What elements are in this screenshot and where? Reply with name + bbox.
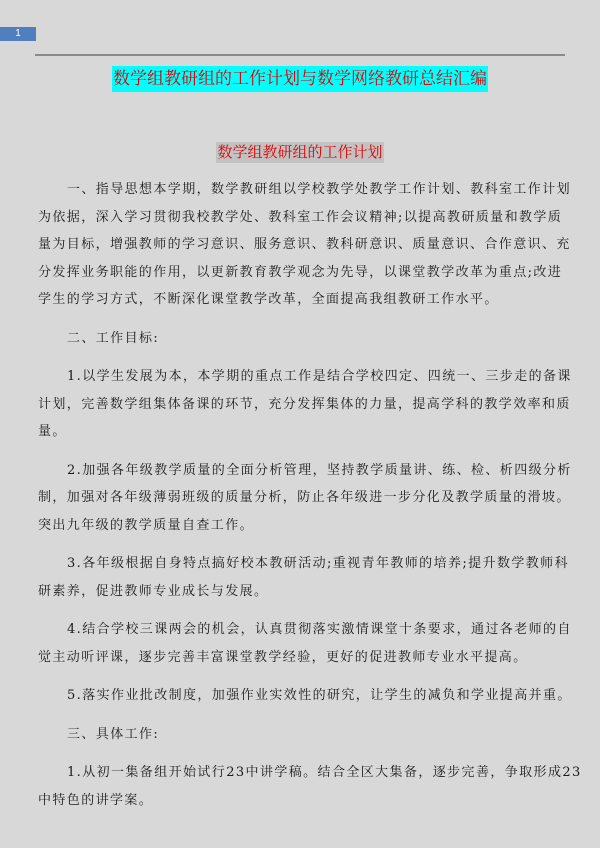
paragraph-line: 觉主动听评课，逐步完善丰富课堂教学经验，更好的促进教师专业水平提高。 xyxy=(38,649,528,665)
paragraph xyxy=(38,325,560,353)
paragraph-line: 三、具体工作: xyxy=(67,726,160,742)
page-number-badge: 1 xyxy=(0,27,36,41)
paragraph-line: 1.以学生发展为本，本学期的重点工作是结合学校四定、四统一、三步走的备课 xyxy=(67,369,572,384)
paragraph-line: 量。 xyxy=(38,424,67,439)
paragraph-line: 4.结合学校三课两会的机会，认真贯彻落实激情课堂十条要求，通过各老师的自 xyxy=(67,622,572,637)
paragraph-line: 2.加强各年级教学质量的全面分析管理，坚持教学质量讲、练、检、析四级分析 xyxy=(67,462,572,478)
paragraph xyxy=(38,457,572,540)
paragraph-line: 1.从初一集备组开始试行23中讲学稿。结合全区大集备，逐步完善，争取形成23 xyxy=(67,765,582,780)
paragraph-line: 研素养，促进教师专业成长与发展。 xyxy=(38,583,269,599)
paragraph-line: 制，加强对各年级薄弱班级的质量分析，防止各年级进一步分化及教学质量的滑坡。 xyxy=(38,490,571,505)
paragraph-line: 计划，完善数学组集体备课的环节，充分发挥集体的力量，提高学科的教学效率和质 xyxy=(38,396,571,412)
paragraph-line: 3.各年级根据自身特点搞好校本教研活动;重视青年教师的培养;提升数学教师科 xyxy=(67,556,569,571)
paragraph-line: 一、指导思想本学期，数学教研组以学校教学处教学工作计划、教科室工作计划 xyxy=(67,182,572,197)
paragraph xyxy=(38,616,572,671)
paragraph-line: 量为目标，增强教师的学习意识、服务意识、教科研意识、质量意识、合作意识、充 xyxy=(38,237,571,252)
paragraph-line: 二、工作目标: xyxy=(67,330,160,346)
paragraph xyxy=(38,363,572,446)
paragraph xyxy=(38,550,569,605)
section-heading: 数学组教研组的工作计划 xyxy=(217,143,383,161)
paragraph-line: 学生的学习方式，不断深化课堂教学改革，全面提高我组教研工作水平。 xyxy=(38,292,499,307)
paragraph-line: 突出九年级的教学质量自查工作。 xyxy=(38,517,255,533)
paragraph-line: 分发挥业务职能的作用，以更新教育教学观念为先导，以课堂教学改革为重点;改进 xyxy=(38,264,563,280)
paragraph xyxy=(38,721,560,749)
header-divider xyxy=(35,54,565,56)
paragraph xyxy=(38,176,572,314)
paragraph-line: 5.落实作业批改制度，加强作业实效性的研究，让学生的减负和学业提高并重。 xyxy=(67,688,572,703)
paragraph xyxy=(38,682,572,710)
paragraph xyxy=(38,759,582,814)
document-title: 数学组教研组的工作计划与数学网络教研总结汇编 xyxy=(112,66,488,92)
document-body xyxy=(38,176,582,825)
paragraph-line: 为依据，深入学习贯彻我校教学处、教科室工作会议精神;以提高教研质量和教学质 xyxy=(38,209,563,225)
paragraph-line: 中特色的讲学案。 xyxy=(38,792,154,808)
